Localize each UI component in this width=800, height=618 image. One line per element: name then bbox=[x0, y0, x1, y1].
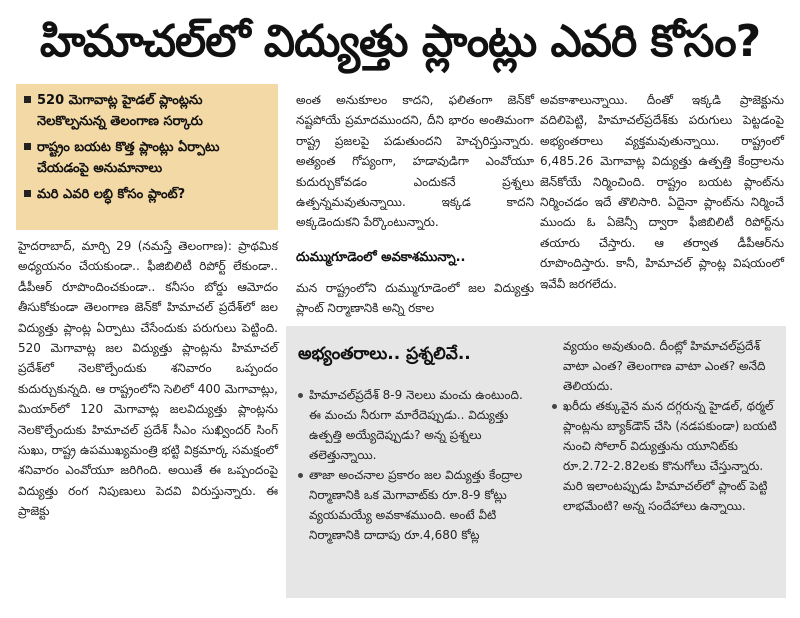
bullet-icon bbox=[552, 404, 557, 409]
article-paragraph: అంత అనుకూలం కాదని, ఫలితంగా జెన్‌కో నష్టపోయే ప్రమాదముందని, దీని భారం అంతిమంగా రాష్ట్ర ప్రజలపై పడుతుందని హెచ్చరిస్తున్నారు. అత్యంత గోప్యంగా, హడావుడిగా ఎంవోయూ కుదుర్చుకోవడం ఎందుకనే ప్రశ్నలు ఉత్పన్నమవుతున్నాయి. ఇక్కడ కాదని అక్కడెందుకని పేర్కొంటున్నారు. bbox=[296, 93, 534, 230]
square-bullet-icon bbox=[24, 96, 31, 103]
objection-continuation: వ్యయం అవుతుంది. దీంట్లో హిమాచల్‌ప్రదేశ్ వాటా ఎంత? తెలంగాణ వాటా ఎంత? అనేది తెలియదు. bbox=[563, 339, 766, 393]
bullet-icon bbox=[298, 473, 303, 478]
square-bullet-icon bbox=[24, 190, 31, 197]
objection-text: ఖరీదు తక్కువైన మన దగ్గరున్న హైడల్, థర్మల్ ప్లాంట్లను బ్యాక్‌డౌన్ చేసి (నడపకుండా) బయటి నుంచి సోలార్ విద్యుత్తును యూనిట్‌కు రూ.2.72-2.82లకు కొనుగోలు చేస్తున్నారు. మరి ఇలాంటప్పుడు హిమాచల్‌లో ప్లాంట్ పెట్టి లాభమేంటి? అన్న సందేహాలు ఉన్నాయి. bbox=[563, 399, 777, 513]
objections-column-2 bbox=[552, 336, 780, 516]
highlight-text: 520 మెగావాట్ల హైడల్ ప్లాంట్లను నెలకొల్పనున్న తెలంగాణ సర్కారు bbox=[37, 93, 203, 129]
article-paragraph: హైదరాబాద్, మార్చి 29 (నమస్తే తెలంగాణ): ప్రాథమిక అధ్యయనం చేయకుండా.. ఫీజిబిలిటీ రిపోర్ట్ లేకుండా.. డీపీఆర్ రూపొందించకుండా.. కనీసం బోర్డు ఆమోదం తీసుకోకుండా తెలంగాణ జెన్‌కో హిమాచల్ ప్రదేశ్‌లో జల విద్యుత్తు ప్లాంట్ల ఏర్పాటు చేసేందుకు పరుగులు పెట్టింది. 520 మెగావాట్ల జల విద్యుత్తు ప్లాంట్లను హిమాచల్ ప్రదేశ్‌లో నెలకొల్పేందుకు శనివారం ఒప్పందం కుదుర్చుకున్నది. ఆ రాష్ట్రంలోని సెలిలో 400 మెగావాట్లు, మియార్‌లో 120 మెగావాట్ల జలవిద్యుత్తు ప్లాంట్లను నెలకొల్పేందుకు హిమాచల్ ప్రదేశ్ సీఎం సుఖ్విందర్ సింగ్ సుఖు, రాష్ట్ర ఉపముఖ్యమంత్రి భట్టి విక్రమార్క సమక్షంలో శనివారం ఎంవోయూ జరిగింది. అయితే ఈ ఒప్పందంపై విద్యుత్తు రంగ నిపుణులు పెదవి విరుస్తున్నారు. ఈ ప్రాజెక్టు bbox=[18, 239, 278, 519]
article-paragraph: అవకాశాలున్నాయి. దీంతో ఇక్కడి ప్రాజెక్టును వదిలిపెట్టి, హిమాచల్‌ప్రదేశ్‌కు పరుగులు పెట్టడంపై అభ్యంతరాలు వ్యక్తమవుతున్నాయి. రాష్ట్రంలో 6,485.26 మెగావాట్ల విద్యుత్తు ఉత్పత్తి కేంద్రాలను జెన్‌కోయే నిర్మించింది. రాష్ట్రం బయట ప్లాంట్‌ను నిర్మించడం ఇదే తొలిసారి. ఏదైనా ప్లాంట్‌ను నిర్మించే ముందు ఓ ఏజెన్సీ ద్వారా ఫీజిబిలిటీ రిపోర్ట్‌ను తయారు చేస్తారు. ఆ తర్వాత డీపీఆర్‌ను రూపొందిస్తారు. కానీ, హిమాచల్ ప్లాంట్ల విషయంలో ఇవేవీ జరగలేదు. bbox=[540, 93, 784, 291]
square-bullet-icon bbox=[24, 143, 31, 150]
objections-column-1 bbox=[298, 385, 536, 545]
objection-text: తాజా అంచనాల ప్రకారం జల విద్యుత్తు కేంద్రాల నిర్మాణానికి ఒక మెగావాట్‌కు రూ.8-9 కోట్లు వ్యయమయ్యే అవకాశముంది. అంటే వీటి నిర్మాణానికి దాదాపు రూ.4,680 కోట్ల bbox=[309, 468, 523, 542]
highlight-text: మరి ఎవరి లబ్ధి కోసం ప్లాంట్? bbox=[37, 187, 186, 202]
section-subheading: దుమ్ముగూడెంలో అవకాశమున్నా.. bbox=[296, 250, 466, 265]
highlight-item bbox=[22, 90, 272, 132]
objection-item bbox=[552, 396, 780, 516]
article-column-2-continued bbox=[296, 278, 534, 319]
article-paragraph: మన రాష్ట్రంలోని దుమ్ముగూడెంలో జల విద్యుత్తు ప్లాంట్ నిర్మాణానికి అన్ని రకాల bbox=[296, 281, 534, 316]
article-column-1 bbox=[18, 236, 278, 522]
bullet-icon bbox=[298, 393, 303, 398]
headline: హిమాచల్‌లో విద్యుత్తు ప్లాంట్లు ఎవరి కోసం? bbox=[39, 16, 761, 67]
objections-box-title: అభ్యంతరాలు.. ప్రశ్నలివే.. bbox=[298, 344, 471, 364]
article-column-3 bbox=[540, 90, 784, 294]
highlights-box bbox=[16, 84, 278, 230]
highlight-item bbox=[22, 184, 272, 205]
highlight-text: రాష్ట్రం బయట కొత్త ప్లాంట్లు ఏర్పాటు చేయడంపై అనుమానాలు bbox=[37, 140, 220, 176]
objection-text: హిమాచల్‌ప్రదేశ్ 8-9 నెలలు మంచు ఉంటుంది. ఈ మంచు నీరుగా మారేదెప్పుడు.. విద్యుత్తు ఉత్పత్తి అయ్యేదెప్పుడు? అన్న ప్రశ్నలు తలెత్తున్నాయి. bbox=[309, 388, 523, 462]
objection-item bbox=[298, 465, 536, 545]
highlight-item bbox=[22, 137, 272, 179]
article-column-2 bbox=[296, 90, 534, 233]
objection-item bbox=[298, 385, 536, 465]
